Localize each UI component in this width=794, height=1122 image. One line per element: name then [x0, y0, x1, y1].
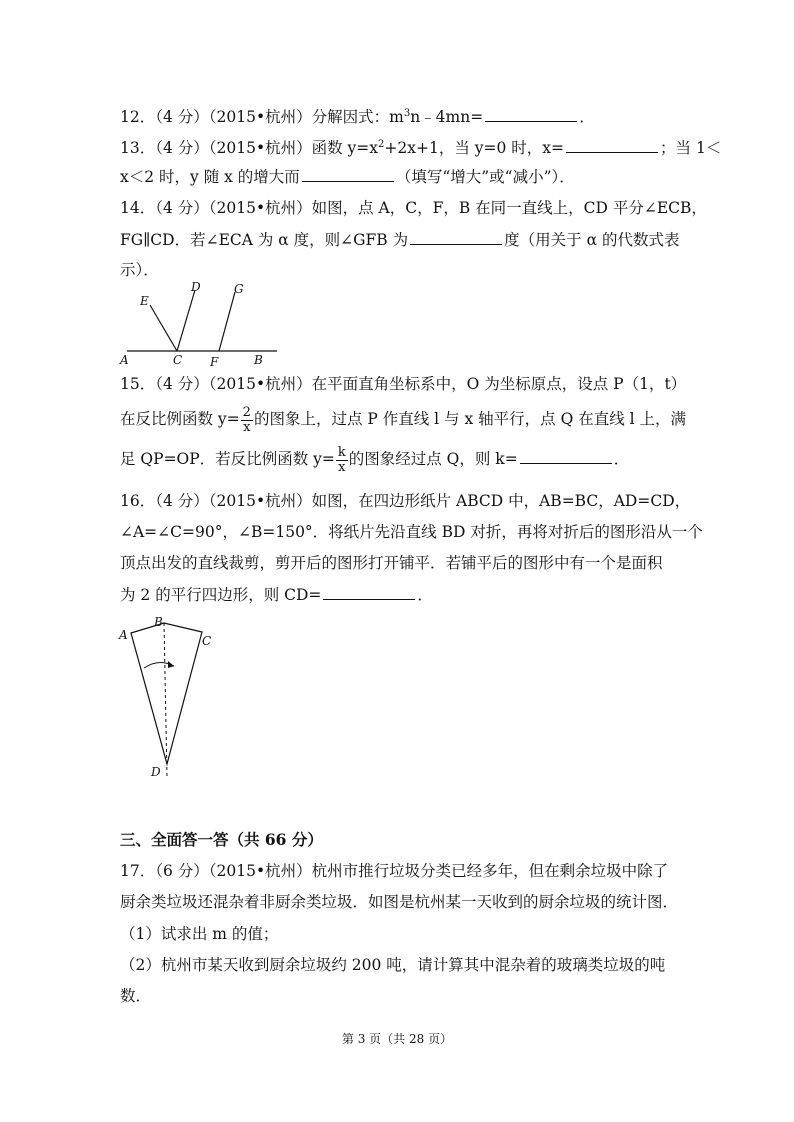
question-15-line-2: 在反比例函数 y= $\frac{2}{x}$ 的图象上，过点 P 作直线 l 与 x 轴平行，点 Q 在直线 l 上，满 [120, 404, 687, 435]
question-16-line-1: 16．（4 分）（2015•杭州）如图，在四边形纸片 ABCD 中，AB=BC，AD=CD， [120, 492, 691, 510]
figure-14 [115, 278, 285, 370]
label-D: D [151, 765, 161, 779]
label-A: A [119, 628, 128, 642]
question-12: 12．（4 分）（2015•杭州）分解因式：$m^3n﹣4mn=$ ． [120, 103, 595, 128]
label-C: C [202, 634, 212, 648]
section-heading: 三、全面答一答（共 66 分） [120, 830, 323, 849]
question-16-line-3: 顶点出发的直线裁剪，剪开后的图形打开铺平．若铺平后的图形中有一个是面积 [120, 554, 663, 572]
label-A: A [120, 353, 129, 367]
label-E: E [140, 294, 149, 308]
ray-CD [177, 290, 195, 351]
page-footer: 第 3 页（共 28 页） [341, 1032, 453, 1046]
question-14-line-3: 示）． [120, 261, 159, 279]
answer-blank-16[interactable] [323, 583, 415, 600]
question-13-line-2: x＜2 时，y 随 x 的增大而 （填写“增大”或“减小”）． [120, 165, 575, 188]
label-F: F [210, 355, 219, 369]
question-17-line-1: 17．（6 分）（2015•杭州）杭州市推行垃圾分类已经多年，但在剩余垃圾中除了 [120, 862, 669, 880]
label-C: C [173, 353, 183, 367]
question-15-line-3: 足 QP=OP．若反比例函数 y= $\frac{k}{x}$ 的图象经过点 Q，则 k= ． [120, 444, 630, 475]
answer-blank-13a[interactable] [566, 136, 658, 153]
question-16-line-2: ∠A=∠C=90°，∠B=150°．将纸片先沿直线 BD 对折，再将对折后的图形沿从一个 [120, 523, 703, 541]
answer-blank-12[interactable] [485, 105, 577, 122]
label-D: D [191, 280, 201, 294]
fraction-2-over-x: $\frac{2}{x}$ [242, 404, 251, 435]
question-17-part-2: （2）杭州市某天收到厨余垃圾约 200 吨，请计算其中混杂着的玻璃类垃圾的吨 [120, 956, 666, 974]
answer-blank-15[interactable] [520, 447, 612, 464]
question-16-line-4: 为 2 的平行四边形，则 CD= ． [120, 583, 433, 606]
ray-CE [150, 305, 177, 351]
figure-16 [112, 612, 222, 782]
quadrilateral-ABCD [131, 623, 202, 764]
question-13-line-1: 13．（4 分）（2015•杭州）函数 $y=x^2+2x+1$，当 y=0 时，x= ；当 1＜ [120, 134, 721, 159]
question-17-part-2-cont: 数． [120, 987, 152, 1005]
answer-blank-13b[interactable] [302, 165, 394, 182]
question-17-part-1: （1）试求出 m 的值； [120, 925, 279, 943]
question-15-line-1: 15．（4 分）（2015•杭州）在平面直角坐标系中，O 为坐标原点，设点 P（1，t） [120, 375, 687, 393]
label-B: B [154, 615, 163, 629]
label-G: G [234, 282, 244, 296]
answer-blank-14[interactable] [410, 228, 502, 245]
ray-FG [219, 292, 235, 351]
label-B: B [254, 353, 263, 367]
question-17-line-2: 厨余类垃圾还混杂着非厨余类垃圾．如图是杭州某一天收到的厨余垃圾的统计图． [120, 893, 679, 911]
fraction-k-over-x: $\frac{k}{x}$ [337, 444, 346, 475]
fold-arrow-head [168, 661, 174, 668]
question-14-line-2: FG∥CD．若∠ECA 为 α 度，则∠GFB 为 度（用关于 α 的代数式表 [120, 228, 679, 251]
question-14-line-1: 14．（4 分）（2015•杭州）如图，点 A，C，F，B 在同一直线上，CD 平分∠ECB， [120, 199, 707, 217]
